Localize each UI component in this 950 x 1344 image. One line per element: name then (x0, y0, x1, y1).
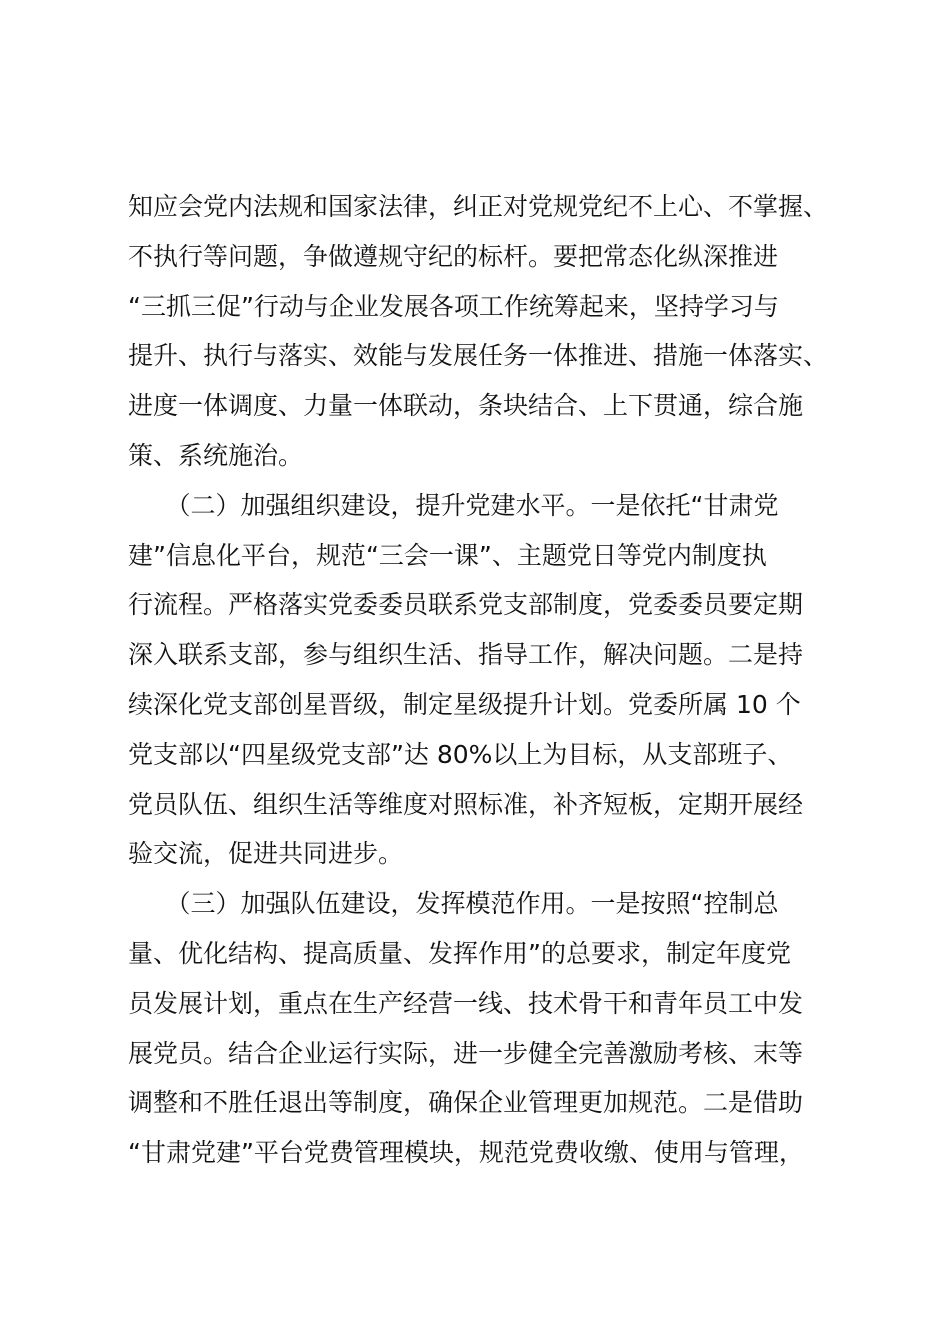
text-line: “甘肃党建”平台党费管理模块，规范党费收缴、使用与管理， (128, 1138, 804, 1168)
text-line: 党员队伍、组织生活等维度对照标准，补齐短板，定期开展经 (128, 789, 804, 819)
section-3-heading-line: （三）加强队伍建设，发挥模范作用。一是按照“控制总 (128, 889, 779, 919)
text-line: 进度一体调度、力量一体联动，条块结合、上下贯通，综合施 (128, 391, 804, 421)
text-line: 展党员。结合企业运行实际，进一步健全完善激励考核、末等 (128, 1038, 804, 1068)
body-text (128, 182, 848, 1178)
text-line: 不执行等问题，争做遵规守纪的标杆。要把常态化纵深推进 (128, 241, 779, 271)
text-line: 策、系统施治。 (128, 440, 304, 470)
text-line: 知应会党内法规和国家法律，纠正对党规党纪不上心、不掌握、 (128, 192, 829, 221)
text-line: 党支部以“四星级党支部”达 80%以上为目标，从支部班子、 (128, 739, 793, 769)
text-line: 深入联系支部，参与组织生活、指导工作，解决问题。二是持 (128, 640, 804, 670)
text-line: 行流程。严格落实党委委员联系党支部制度，党委委员要定期 (128, 590, 804, 620)
text-line: 建”信息化平台，规范“三会一课”、主题党日等党内制度执 (128, 540, 767, 570)
text-line: 调整和不胜任退出等制度，确保企业管理更加规范。二是借助 (128, 1088, 804, 1118)
text-line: 验交流，促进共同进步。 (128, 839, 404, 869)
text-line: 续深化党支部创星晋级，制定星级提升计划。党委所属 10 个 (128, 689, 801, 719)
text-line: 量、优化结构、提高质量、发挥作用”的总要求，制定年度党 (128, 938, 791, 968)
text-line: 员发展计划，重点在生产经营一线、技术骨干和青年员工中发 (128, 988, 804, 1018)
text-line: 提升、执行与落实、效能与发展任务一体推进、措施一体落实、 (128, 341, 829, 371)
section-2-heading-line: （二）加强组织建设，提升党建水平。一是依托“甘肃党 (128, 490, 779, 520)
text-line: “三抓三促”行动与企业发展各项工作统筹起来，坚持学习与 (128, 291, 779, 321)
